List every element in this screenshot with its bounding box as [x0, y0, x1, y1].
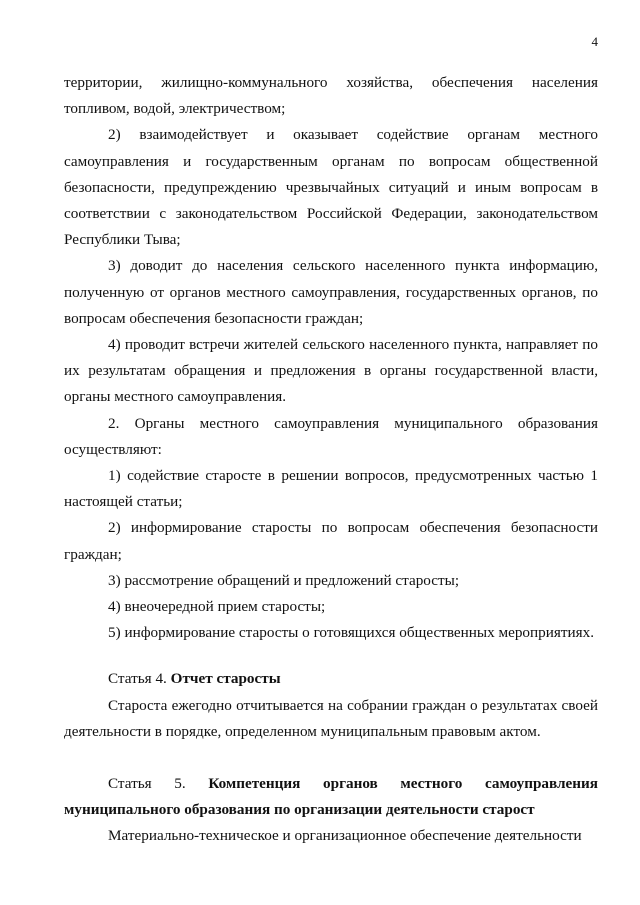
article-4-body: Староста ежегодно отчитывается на собрании граждан о результатах своей деятельности в порядке, определенном муниципальным правовым актом.: [64, 696, 598, 740]
list-item-2b: 2) информирование старосты по вопросам обеспечения безопасности граждан;: [64, 519, 598, 563]
list-item-5b: 5) информирование старосты о готовящихся общественных мероприятиях.: [108, 624, 595, 642]
article-5-heading: [64, 771, 598, 823]
article-5-prefix: Статья 5.: [108, 775, 186, 793]
paragraph-continuation: территории, жилищно-коммунального хозяйства, обеспечения населения топливом, водой, электричеством;: [64, 74, 598, 118]
article-4-prefix: Статья 4.: [108, 670, 167, 688]
list-item-3: 3) доводит до населения сельского населенного пункта информацию, полученную от органов местного самоуправления, государственных органов, по вопросам обеспечения безопасности граждан;: [64, 257, 598, 327]
list-item-3b: 3) рассмотрение обращений и предложений старосты;: [108, 571, 460, 589]
section-2-intro: 2. Органы местного самоуправления муниципального образования осуществляют:: [64, 414, 598, 458]
list-item-4b: 4) внеочередной прием старосты;: [108, 598, 326, 616]
list-item-4: 4) проводит встречи жителей сельского населенного пункта, направляет по их результатам обращения и предложения в органы государственной власти, органы местного самоуправления.: [64, 336, 598, 406]
list-item-1: 1) содействие старосте в решении вопросов, предусмотренных частью 1 настоящей статьи;: [64, 467, 598, 511]
article-5-title: Компетенция органов местного самоуправления муниципального образования по организации деятельности старост: [64, 775, 598, 819]
article-4-title: Отчет старосты: [170, 670, 281, 688]
document-body: [64, 70, 598, 850]
list-item-2: 2) взаимодействует и оказывает содействие органам местного самоуправления и государственным органам по вопросам общественной безопасности, предупреждению чрезвычайных ситуаций и иным вопросам в соответствии с законодательством Российской Федерации, законодательством Республики Тыва;: [64, 126, 598, 249]
page-number: 4: [591, 34, 598, 49]
article-4-heading: [64, 666, 598, 692]
article-5-body: Материально-техническое и организационное обеспечение деятельности: [108, 827, 582, 845]
